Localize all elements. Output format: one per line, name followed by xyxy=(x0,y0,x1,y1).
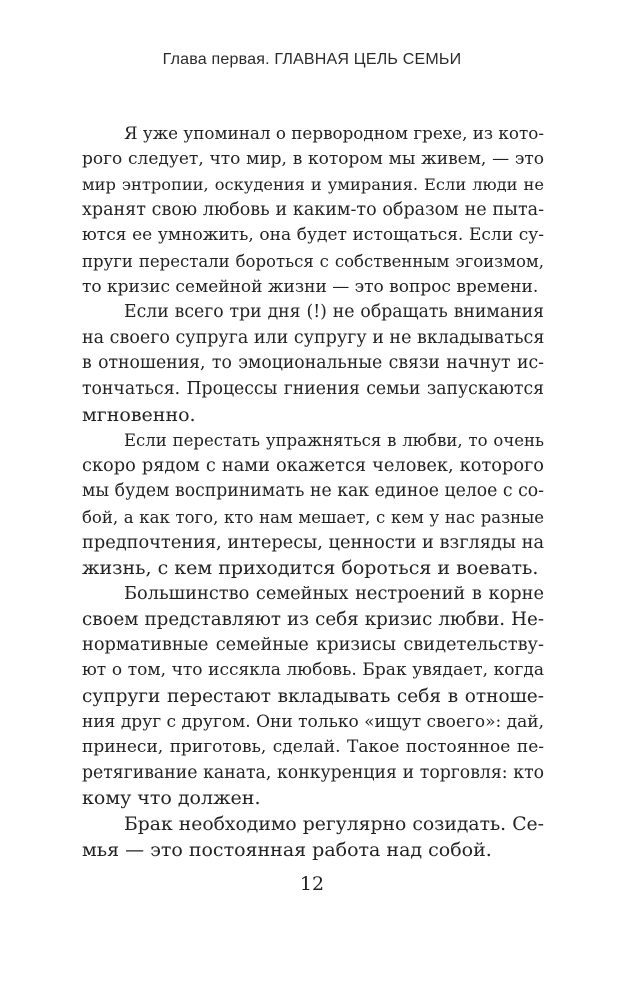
text-line: нормативные семейные кризисы свидетельству- xyxy=(82,634,544,655)
text-line: Я уже упоминал о первородном грехе, из кото- xyxy=(124,123,544,143)
text-line: кому что должен. xyxy=(82,787,261,810)
text-line: ют о том, что иссякла любовь. Брак увядает, когда xyxy=(82,660,544,681)
text-line: в отношения, то эмоциональные связи начнут ис- xyxy=(82,353,544,374)
text-line: рого следует, что мир, в котором мы живем, — это xyxy=(82,148,544,169)
text-line: мир энтропии, оскудения и умирания. Если люди не xyxy=(82,175,544,195)
text-line: ния друг с другом. Они только «ищут своего»: дай, xyxy=(82,711,544,732)
text-line: жизнь, с кем приходится бороться и воевать. xyxy=(82,557,539,580)
text-line: своем представляют из себя кризис любви. Не- xyxy=(82,609,544,631)
text-line: ретягивание каната, конкуренция и торговля: кто xyxy=(82,762,544,783)
text-line: Брак необходимо регулярно созидать. Се- xyxy=(124,814,544,836)
text-line: тончаться. Процессы гниения семьи запускаются xyxy=(82,378,544,399)
page-number: 12 xyxy=(299,873,325,895)
text-line: мья — это постоянная работа над собой. xyxy=(82,838,492,861)
text-line: ются ее умножить, она будет истощаться. Если су- xyxy=(82,225,544,246)
text-line: бой, а как того, кто нам мешает, с кем у нас разные xyxy=(82,507,544,527)
text-line: предпочтения, интересы, ценности и взгляды на xyxy=(82,532,545,553)
text-line: то кризис семейной жизни — это вопрос времени. xyxy=(82,276,539,297)
text-line: на своего супруга или супругу и не вкладываться xyxy=(82,327,545,348)
running-head: Глава первая. ГЛАВНАЯ ЦЕЛЬ СЕМЬИ xyxy=(162,51,462,68)
text-line: Если всего три дня (!) не обращать внимания xyxy=(124,302,544,323)
text-line: хранят свою любовь и каким-то образом не пыта- xyxy=(82,199,544,220)
text-line: Если перестать упражняться в любви, то очень xyxy=(124,431,544,451)
text-line: Большинство семейных нестроений в корне xyxy=(124,583,544,604)
text-line: принеси, приготовь, сделай. Такое постоянное пе- xyxy=(82,737,544,758)
text-line: пруги перестали бороться с собственным эгоизмом, xyxy=(82,251,544,271)
text-line: мгновенно. xyxy=(82,403,196,426)
text-line: супруги перестают вкладывать себя в отноше- xyxy=(82,686,544,708)
body-text xyxy=(82,121,544,863)
text-line: скоро рядом с нами окажется человек, которого xyxy=(82,455,544,476)
text-line: мы будем воспринимать не как единое целое с со- xyxy=(82,481,544,502)
